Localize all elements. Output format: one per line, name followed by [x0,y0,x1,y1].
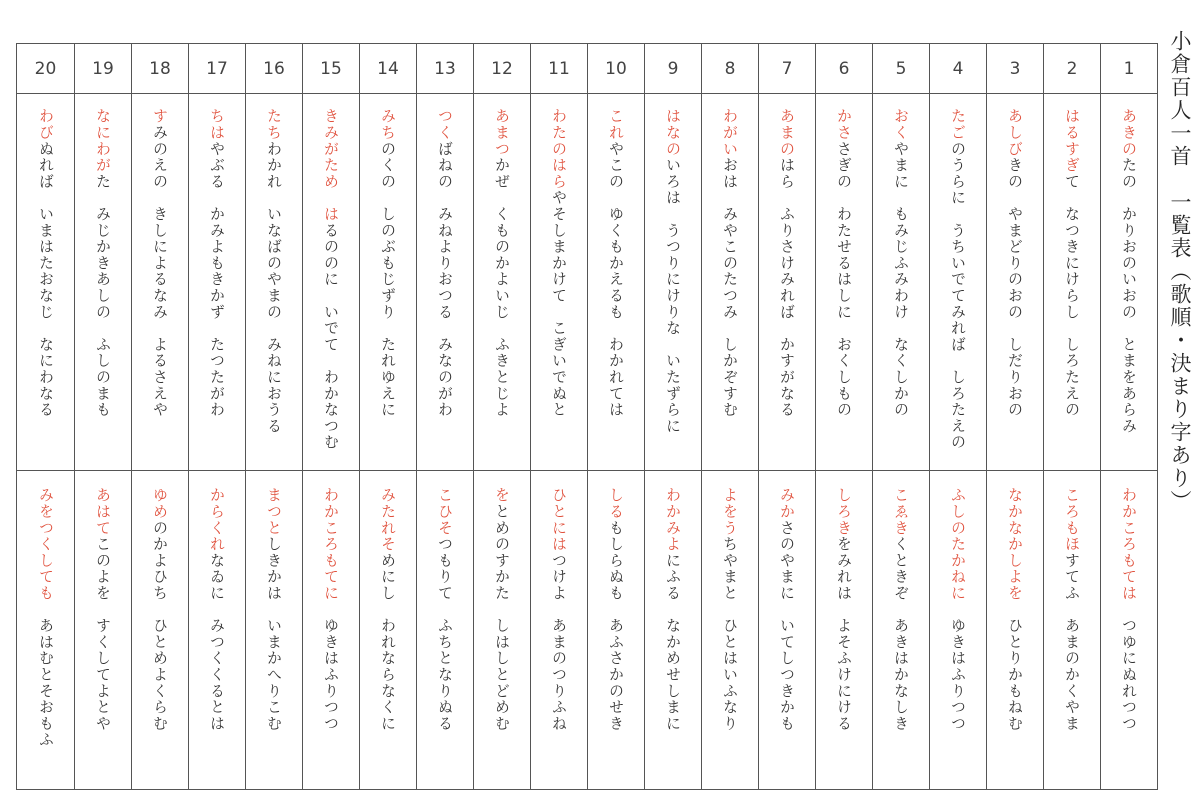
shimo-no-ku [873,471,929,789]
kimariji-shimo: あはて [94,487,112,536]
shimo-text: とめのすかた しはしとどめむ [493,503,511,732]
shimo-text: さのやまに いてしつきかも [778,519,796,732]
poem-number: 14 [360,44,416,94]
shimo-text: をみれは よそふけにける [835,535,853,732]
poem-number: 19 [75,44,131,94]
kami-text: て なつきにけらし しろたえの [1063,173,1081,418]
kimariji-shimo: みをつくしても [37,487,55,602]
poem-number: 3 [987,44,1043,94]
poem-number: 6 [816,44,872,94]
shimo-text: くときぞ あきはかなしき [892,535,910,732]
kimariji-kami: わび [37,108,55,141]
kimariji-kami: かさ [835,108,853,141]
shimo-text: このよを すくしてよとや [94,535,112,732]
kami-no-ku [75,94,131,471]
poem-number: 17 [189,44,245,94]
kimariji-kami: おく [892,108,910,141]
shimo-no-ku [816,471,872,789]
shimo-no-ku [1044,471,1100,789]
kimariji-shimo: しろき [835,487,853,536]
poem-column [302,44,359,789]
shimo-text: ひとりかもねむ [1006,601,1024,732]
kimariji-shimo: まつと [265,487,283,536]
shimo-text: すてふ あまのかくやま [1063,552,1081,732]
kimariji-shimo: こゑき [892,487,910,536]
poem-table [16,43,1158,790]
kami-no-ku [17,94,74,471]
poem-number: 11 [531,44,587,94]
kimariji-shimo: ゆめ [151,487,169,520]
kami-text: いろは うつりにけりな いたずらに [664,156,682,435]
shimo-no-ku [17,471,74,789]
poem-number: 1 [1101,44,1157,94]
shimo-no-ku [1101,471,1157,789]
kami-no-ku [189,94,245,471]
kami-text: のくの しのぶもじずり たれゆえに [379,140,397,418]
shimo-no-ku [474,471,530,789]
kimariji-shimo: わかころもてに [322,487,340,602]
kimariji-kami: たち [265,108,283,141]
kami-text: はら ふりさけみれば かすがなる [778,156,796,418]
poem-number: 18 [132,44,188,94]
kimariji-kami: あしび [1006,108,1024,157]
poem-number: 13 [417,44,473,94]
kimariji-shimo: わかころもては [1120,487,1138,602]
kami-no-ku [531,94,587,471]
kami-text: かぜ くものかよいじ ふきとじよ [493,156,511,418]
poem-number: 8 [702,44,758,94]
shimo-text: しきかは いまかへりこむ [265,535,283,732]
kimariji-kami: あきの [1120,108,1138,157]
shimo-no-ku [360,471,416,789]
kami-no-ku [417,94,473,471]
shimo-text: つゆにぬれつつ [1120,601,1138,732]
shimo-text: あはむとそおもふ [37,601,55,748]
shimo-no-ku [588,471,644,789]
page-title: 小倉百人一首 一覧表（歌順・決まり字あり） [1168,30,1192,513]
poem-column [587,44,644,789]
kami-no-ku [132,94,188,471]
kimariji-kami: す [151,108,169,125]
poem-column [872,44,929,789]
shimo-no-ku [75,471,131,789]
poem-number: 5 [873,44,929,94]
poem-number: 7 [759,44,815,94]
shimo-no-ku [645,471,701,789]
shimo-text: ゆきはふりつつ [949,601,967,732]
poem-column [758,44,815,789]
kami-text: るののに いでて わかなつむ [322,222,340,451]
poem-number: 2 [1044,44,1100,94]
kimariji-kami: たご [949,108,967,141]
shimo-text: なゐに みつくくるとは [208,552,226,732]
shimo-no-ku [132,471,188,789]
shimo-no-ku [702,471,758,789]
kami-no-ku [873,94,929,471]
poem-column [131,44,188,789]
kami-no-ku [816,94,872,471]
kimariji-kami: なにわが [94,108,112,174]
poem-column [644,44,701,789]
kimariji-shimo: を [493,487,511,504]
kimariji-kami: あまつ [493,108,511,157]
shimo-no-ku [303,471,359,789]
kami-text: のうらに うちいでてみれば しろたえの [949,140,967,451]
poem-column [188,44,245,789]
poem-column [416,44,473,789]
kami-text: わかれ いなばのやまの みねにおうる [265,140,283,435]
kimariji-shimo: ひとには [550,487,568,553]
poem-number: 4 [930,44,986,94]
kami-text: やこの ゆくもかえるも わかれては [607,140,625,418]
shimo-text: つもりて ふちとなりぬる [436,535,454,732]
kami-no-ku [246,94,302,471]
kami-text: やぶる かみよもきかず たつたがわ [208,140,226,418]
shimo-no-ku [189,471,245,789]
poem-column [74,44,131,789]
kami-no-ku [702,94,758,471]
kami-no-ku [360,94,416,471]
poem-column [1100,44,1157,789]
kimariji-shimo: よをう [721,487,739,536]
poem-number: 10 [588,44,644,94]
kimariji-kami: つく [436,108,454,141]
kami-no-ku [645,94,701,471]
kimariji-kami: わがい [721,108,739,157]
kami-text: ぬれば いまはたおなじ なにわなる [37,140,55,418]
poem-number: 15 [303,44,359,94]
shimo-no-ku [417,471,473,789]
shimo-no-ku [759,471,815,789]
shimo-text: めにし われならなくに [379,552,397,732]
kami-text: みのえの きしによるなみ よるさえや [151,124,169,418]
kami-text: おは みやこのたつみ しかぞすむ [721,156,739,418]
shimo-no-ku [930,471,986,789]
kami-text: た みじかきあしの ふしのまも [94,173,112,418]
kami-text: たの かりおのいおの とまをあらみ [1120,156,1138,435]
poem-column [929,44,986,789]
kimariji-shimo: みか [778,487,796,520]
poem-number: 16 [246,44,302,94]
kimariji-kami: これ [607,108,625,141]
kami-no-ku [1101,94,1157,471]
kimariji-kami: わたのはら [550,108,568,190]
poem-number: 20 [17,44,74,94]
kimariji-kami: はなの [664,108,682,157]
kimariji-shimo: わかみよ [664,487,682,553]
poem-column [245,44,302,789]
kami-text: さぎの わたせるはしに おくしもの [835,140,853,418]
poem-number: 12 [474,44,530,94]
poem-column [815,44,872,789]
shimo-text: もしらぬも あふさかのせき [607,519,625,732]
shimo-no-ku [531,471,587,789]
kami-no-ku [759,94,815,471]
kimariji-kami: はるすぎ [1063,108,1081,174]
kimariji-shimo: こひそ [436,487,454,536]
kami-text: きの やまどりのおの しだりおの [1006,156,1024,418]
kami-text: やまに もみじふみわけ なくしかの [892,140,910,418]
kimariji-kami: ちは [208,108,226,141]
shimo-text: ゆきはふりつつ [322,601,340,732]
kimariji-kami: きみがため は [322,108,340,223]
shimo-text: ちやまと ひとはいふなり [721,535,739,732]
kami-no-ku [474,94,530,471]
poem-column [359,44,416,789]
shimo-no-ku [987,471,1043,789]
shimo-text: にふる なかめせしまに [664,552,682,732]
poem-column [1043,44,1100,789]
shimo-text: つけよ あまのつりふね [550,552,568,732]
kami-text: ばねの みねよりおつる みなのがわ [436,140,454,418]
poem-column [986,44,1043,789]
kimariji-kami: あまの [778,108,796,157]
kimariji-shimo: しる [607,487,625,520]
kimariji-kami: みち [379,108,397,141]
kami-no-ku [303,94,359,471]
kami-text: やそしまかけて こぎいでぬと [550,189,568,418]
poem-column [530,44,587,789]
kimariji-shimo: なかなかしよを [1006,487,1024,602]
kami-no-ku [1044,94,1100,471]
kimariji-shimo: からくれ [208,487,226,553]
shimo-text: のかよひち ひとめよくらむ [151,519,169,732]
kami-no-ku [987,94,1043,471]
poem-column [473,44,530,789]
kimariji-shimo: ふしのたかねに [949,487,967,602]
kimariji-shimo: みたれそ [379,487,397,553]
kimariji-shimo: ころもほ [1063,487,1081,553]
kami-no-ku [588,94,644,471]
poem-number: 9 [645,44,701,94]
poem-column [17,44,74,789]
shimo-no-ku [246,471,302,789]
poem-column [701,44,758,789]
kami-no-ku [930,94,986,471]
